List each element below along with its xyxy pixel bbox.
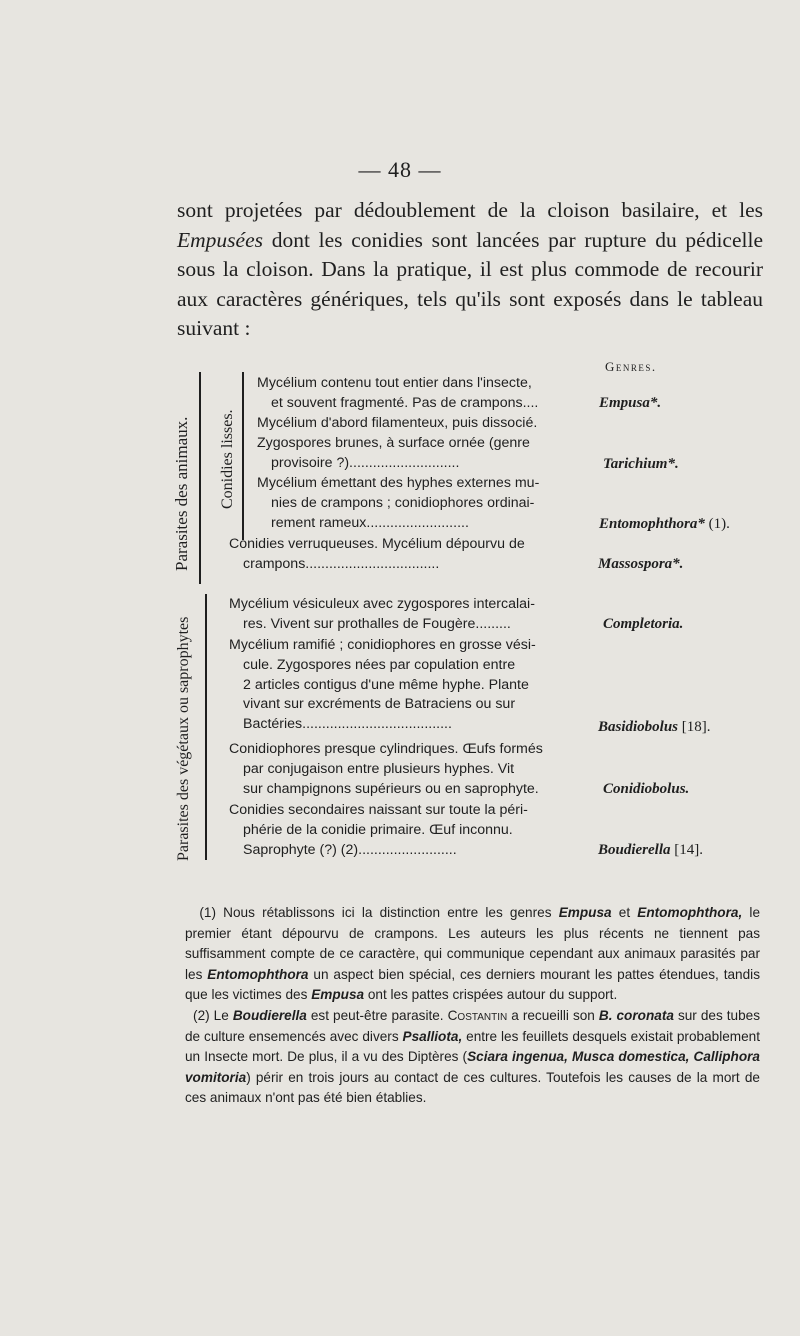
footnote-italic: Entomophthora, <box>637 905 743 920</box>
intro-line: sont projetées par dédoublement de la cloison basilaire, et <box>177 198 728 222</box>
group-label-plants-saprophytes: Parasites des végétaux ou saprophytes <box>175 616 192 861</box>
genus-label <box>598 719 711 736</box>
footnote-text: ont les pattes crispées autour du support. <box>364 987 618 1003</box>
genus-label <box>599 516 730 533</box>
row-line: res. Vivent sur prothalles de Fougère......... <box>243 615 511 632</box>
row-line: par conjugaison entre plusieurs hyphes. Vit <box>243 760 515 777</box>
row-line: provisoire ?)............................ <box>271 454 460 471</box>
group-bar-plants-saprophytes <box>205 594 207 860</box>
row-line: et souvent fragmenté. Pas de crampons.... <box>271 394 539 411</box>
intro-line: commode de recourir aux caractères génériques, tels qu'ils <box>177 257 763 311</box>
footnote-text: est peut-être parasite. <box>306 1007 448 1023</box>
footnote-text: (2) Le <box>193 1007 233 1023</box>
intro-line: du pédicelle sous la cloison. Dans la pratique, il est plus <box>177 227 764 281</box>
genus-label <box>598 842 703 859</box>
row-line: Mycélium contenu tout entier dans l'insecte, <box>257 375 532 391</box>
group-label-animals: Parasites des animaux. <box>172 416 191 571</box>
row-line: Conidies verruqueuses. Mycélium dépourvu de <box>229 536 525 552</box>
genus-label <box>603 781 689 798</box>
genus-name: Tarichium*. <box>603 456 679 472</box>
row-line: phérie de la conidie primaire. Œuf inconnu. <box>243 821 513 838</box>
row-line: Zygospores brunes, à surface ornée (genre <box>257 434 530 451</box>
row-line: Saprophyte (?) (2)......................... <box>243 841 457 858</box>
group-bar-animals <box>199 372 201 584</box>
genus-label <box>598 556 683 573</box>
footnote-text: sur des tubes de culture ensemencés avec divers <box>185 1007 761 1044</box>
intro-line: dont les conidies sont lancées par rupture <box>262 227 647 252</box>
footnote-2 <box>185 1006 760 1109</box>
row-line: 2 articles contigus d'une même hyphe. Plante <box>243 676 529 693</box>
footnote-author: Costantin <box>447 1007 508 1023</box>
footnote-italic: Empusa <box>311 987 365 1003</box>
footnote-text: a recueilli son <box>507 1007 599 1023</box>
page-number: — 48 — <box>358 157 442 182</box>
row-line: crampons.................................. <box>243 555 440 572</box>
row-line: Bactéries...................................... <box>243 716 452 733</box>
genus-name: Massospora*. <box>598 556 684 572</box>
genres-column-header: Genres. <box>605 359 657 374</box>
footnote-1 <box>185 903 760 1006</box>
genus-reference: (1). <box>704 516 730 532</box>
intro-line: sont exposés dans le tableau suivant : <box>177 286 763 340</box>
intro-line: les <box>739 198 764 222</box>
footnote-text: et <box>611 905 638 920</box>
footnote-italic: Psalliota, <box>402 1028 463 1044</box>
footnote-italic: Sciara ingenua, Musca domestica, Calliphora vomitoria <box>185 1049 760 1085</box>
footnote-text: un aspect bien spécial, ces derniers mourant les pattes étendues, tandis que les victimes des <box>185 966 760 1003</box>
row-line: rement rameux.......................... <box>271 514 469 531</box>
genus-name: Conidiobolus. <box>603 781 690 797</box>
footnote-italic: Empusa <box>558 905 612 920</box>
row-line: Conidiophores presque cylindriques. Œufs formés <box>229 741 543 757</box>
table-row <box>229 636 536 735</box>
table-row <box>229 801 528 860</box>
footnote-italic: Entomophthora <box>207 966 309 982</box>
row-line: Mycélium émettant des hyphes externes mu- <box>257 475 540 491</box>
table-row <box>257 414 537 473</box>
footnote-text: le premier étant dépourvu de crampons. Les auteurs les plus récents ne tiennent pas suffisamment compte de ce caractère, qui communique cependant aux animaux parasités par les <box>185 905 761 982</box>
genus-label <box>599 395 661 412</box>
table-row <box>257 474 539 533</box>
row-line: vivant sur excréments de Batraciens ou sur <box>243 696 516 713</box>
genus-name: Completoria. <box>603 616 684 632</box>
intro-paragraph <box>177 196 763 344</box>
genus-name: Basidiobolus <box>598 719 679 735</box>
genus-name: Boudierella <box>598 842 671 858</box>
footnotes <box>185 903 760 1109</box>
row-line: Mycélium vésiculeux avec zygospores intercalai- <box>229 596 535 612</box>
subgroup-label-smooth-conidia: Conidies lisses. <box>219 409 236 509</box>
subgroup-bar-smooth-conidia <box>242 372 244 540</box>
row-line: sur champignons supérieurs ou en saprophyte. <box>243 780 539 797</box>
row-line: Mycélium ramifié ; conidiophores en grosse vési- <box>229 637 536 653</box>
footnote-italic: B. coronata <box>598 1007 674 1023</box>
table-row <box>229 595 535 635</box>
footnote-text: entre les feuillets desquels existait probablement un Insecte mort. De plus, il a vu des Diptères ( <box>185 1028 760 1065</box>
table-row <box>229 535 525 575</box>
table-row <box>229 740 543 799</box>
genus-name: Empusa*. <box>599 395 662 411</box>
row-line: cule. Zygospores nées par copulation entre <box>243 656 516 673</box>
genus-label <box>603 616 683 633</box>
genus-reference: [14]. <box>670 842 704 858</box>
table-row <box>257 374 538 414</box>
footnote-text: (1) Nous rétablissons ici la distinction entre les genres <box>199 905 559 920</box>
row-line: nies de crampons ; conidiophores ordinai- <box>271 494 535 511</box>
footnote-text: ) périr en trois jours au contact de ces cultures. Toutefois les causes de la mort de ces animaux n'ont pas été bien établies. <box>185 1069 760 1106</box>
genus-reference: [18]. <box>678 719 711 735</box>
genus-name: Entomophthora* <box>599 516 705 532</box>
genus-label <box>603 456 679 473</box>
row-line: Mycélium d'abord filamenteux, puis dissocié. <box>257 415 538 431</box>
footnote-italic: Boudierella <box>232 1007 307 1023</box>
row-line: Conidies secondaires naissant sur toute la péri- <box>229 802 528 818</box>
intro-italic: Empusées <box>177 227 263 252</box>
